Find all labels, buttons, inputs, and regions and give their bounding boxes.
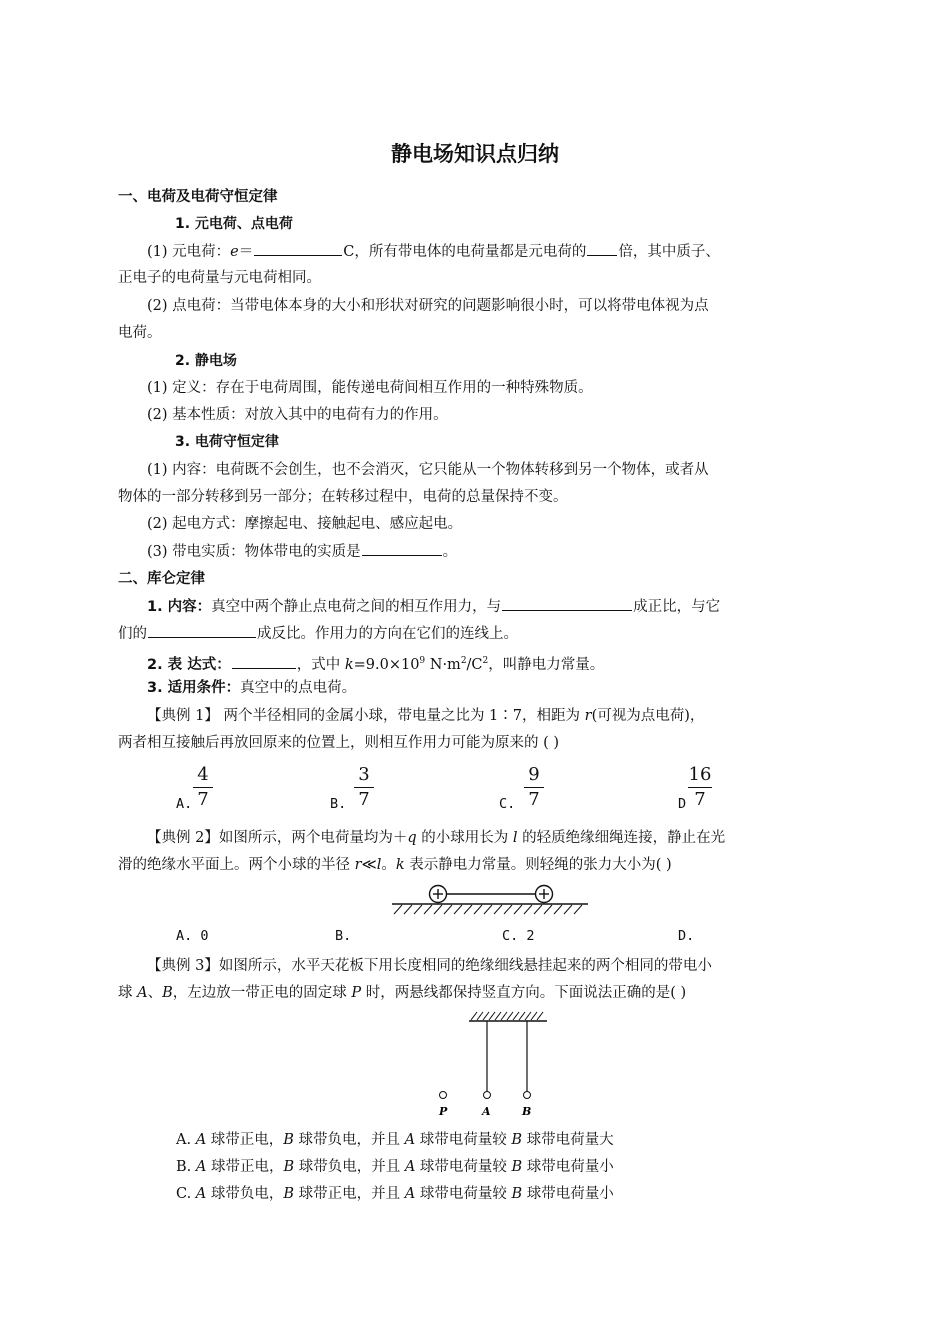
subheading-conservation: 3. 电荷守恒定律 — [175, 434, 279, 450]
option-fraction-c: 9 7 — [524, 764, 544, 811]
example-2-question: 【典例 2】如图所示，两个电荷量均为＋q 的小球用长为 l 的轻质绝缘细绳连接，静止在光 — [147, 830, 726, 846]
right-positive-charge — [536, 886, 553, 903]
page-title: 静电场知识点归纳 — [391, 142, 559, 166]
suspended-balls-diagram — [425, 1010, 555, 1120]
coulomb-conditions: 3. 适用条件：真空中的点电荷。 — [147, 680, 357, 696]
option-label-c: C. — [499, 796, 516, 812]
ground-hatching — [394, 905, 582, 914]
subheading-electrostatic-field: 2. 静电场 — [175, 353, 237, 369]
option-fraction-d: 16 7 — [688, 764, 712, 810]
ex2-option-a: A. 0 — [176, 928, 209, 944]
fill-blank — [587, 241, 617, 256]
ball-b — [524, 1092, 531, 1099]
label-b: B — [522, 1105, 532, 1118]
example-3-question: 【典例 3】如图所示，水平天花板下用长度相同的绝缘细线悬挂起来的两个相同的带电小 — [147, 958, 712, 974]
example-1-question: 【典例 1】 两个半径相同的金属小球，带电量之比为 1∶7，相距为 r(可视为点电荷)， — [147, 708, 705, 724]
fill-blank — [362, 541, 442, 556]
paragraph-charging-essence: (3) 带电实质：物体带电的实质是 。 — [147, 541, 817, 562]
ball-p — [440, 1092, 447, 1099]
paragraph-charging-methods: (2) 起电方式：摩擦起电、接触起电、感应起电。 — [147, 516, 463, 532]
left-positive-charge — [430, 886, 447, 903]
option-fraction-a: 4 7 — [193, 764, 213, 811]
fill-blank — [232, 654, 296, 669]
fill-blank — [502, 596, 632, 611]
two-charges-diagram — [390, 882, 590, 916]
ex3-option-c: C. A 球带负电，B 球带正电，并且 A 球带电荷量较 B 球带电荷量小 — [176, 1186, 614, 1202]
paragraph-property: (2) 基本性质：对放入其中的电荷有力的作用。 — [147, 407, 448, 423]
ex2-option-c: C. 2 — [502, 928, 535, 944]
fill-blank — [254, 241, 342, 256]
paragraph-text: 物体的一部分转移到另一部分；在转移过程中，电荷的总量保持不变。 — [118, 489, 568, 505]
option-label-d: D — [678, 796, 687, 812]
ex2-option-d: D. — [678, 928, 695, 944]
label-p: P — [439, 1105, 448, 1118]
label-a: A — [482, 1105, 491, 1118]
paragraph-conservation: (1) 内容：电荷既不会创生，也不会消灭，它只能从一个物体转移到另一个物体，或者从 — [147, 462, 709, 478]
coulomb-content-cont: 们的 成反比。作用力的方向在它们的连线上。 — [118, 623, 818, 644]
coulomb-content: 1. 内容：真空中两个静止点电荷之间的相互作用力，与 成正比，与它 — [147, 596, 817, 617]
ceiling-hatching — [471, 1012, 543, 1020]
option-label-a: A. — [176, 796, 193, 812]
ex3-option-b: B. A 球带正电，B 球带负电，并且 A 球带电荷量较 B 球带电荷量小 — [176, 1159, 614, 1175]
ball-a — [484, 1092, 491, 1099]
subheading-elementary-charge: 1. 元电荷、点电荷 — [175, 216, 293, 232]
paragraph-elementary-charge: (1) 元电荷：e＝ C，所有带电体的电荷量都是元电荷的 倍，其中质子、 — [147, 241, 817, 262]
paragraph-text: 正电子的电荷量与元电荷相同。 — [118, 270, 321, 286]
ex3-option-a: A. A 球带正电，B 球带负电，并且 A 球带电荷量较 B 球带电荷量大 — [176, 1132, 614, 1148]
paragraph-text: 电荷。 — [118, 325, 162, 341]
section-heading-1: 一、电荷及电荷守恒定律 — [118, 189, 278, 205]
fill-blank — [148, 623, 256, 638]
option-fraction-b: 3 7 — [354, 764, 374, 811]
paragraph-point-charge: (2) 点电荷：当带电体本身的大小和形状对研究的问题影响很小时，可以将带电体视为点 — [147, 298, 709, 314]
paragraph-definition: (1) 定义：存在于电荷周围，能传递电荷间相互作用的一种特殊物质。 — [147, 380, 593, 396]
example-3-question-cont: 球 A、B，左边放一带正电的固定球 P 时，两悬线都保持竖直方向。下面说法正确的是( ) — [118, 985, 687, 1001]
option-label-b: B. — [330, 796, 347, 812]
coulomb-expression: 2. 表 达式： ，式中 $k=9.0\times 10^9$ $N\cdot m^2/C^2$，叫静电力常量。 — [147, 651, 817, 675]
section-heading-2: 二、库仑定律 — [118, 571, 205, 587]
ex2-option-b: B. — [335, 928, 352, 944]
example-1-question-cont: 两者相互接触后再放回原来的位置上，则相互作用力可能为原来的 ( ) — [118, 735, 560, 751]
example-2-question-cont: 滑的绝缘水平面上。两个小球的半径 r≪l。k 表示静电力常量。则轻绳的张力大小为( ) — [118, 857, 672, 873]
